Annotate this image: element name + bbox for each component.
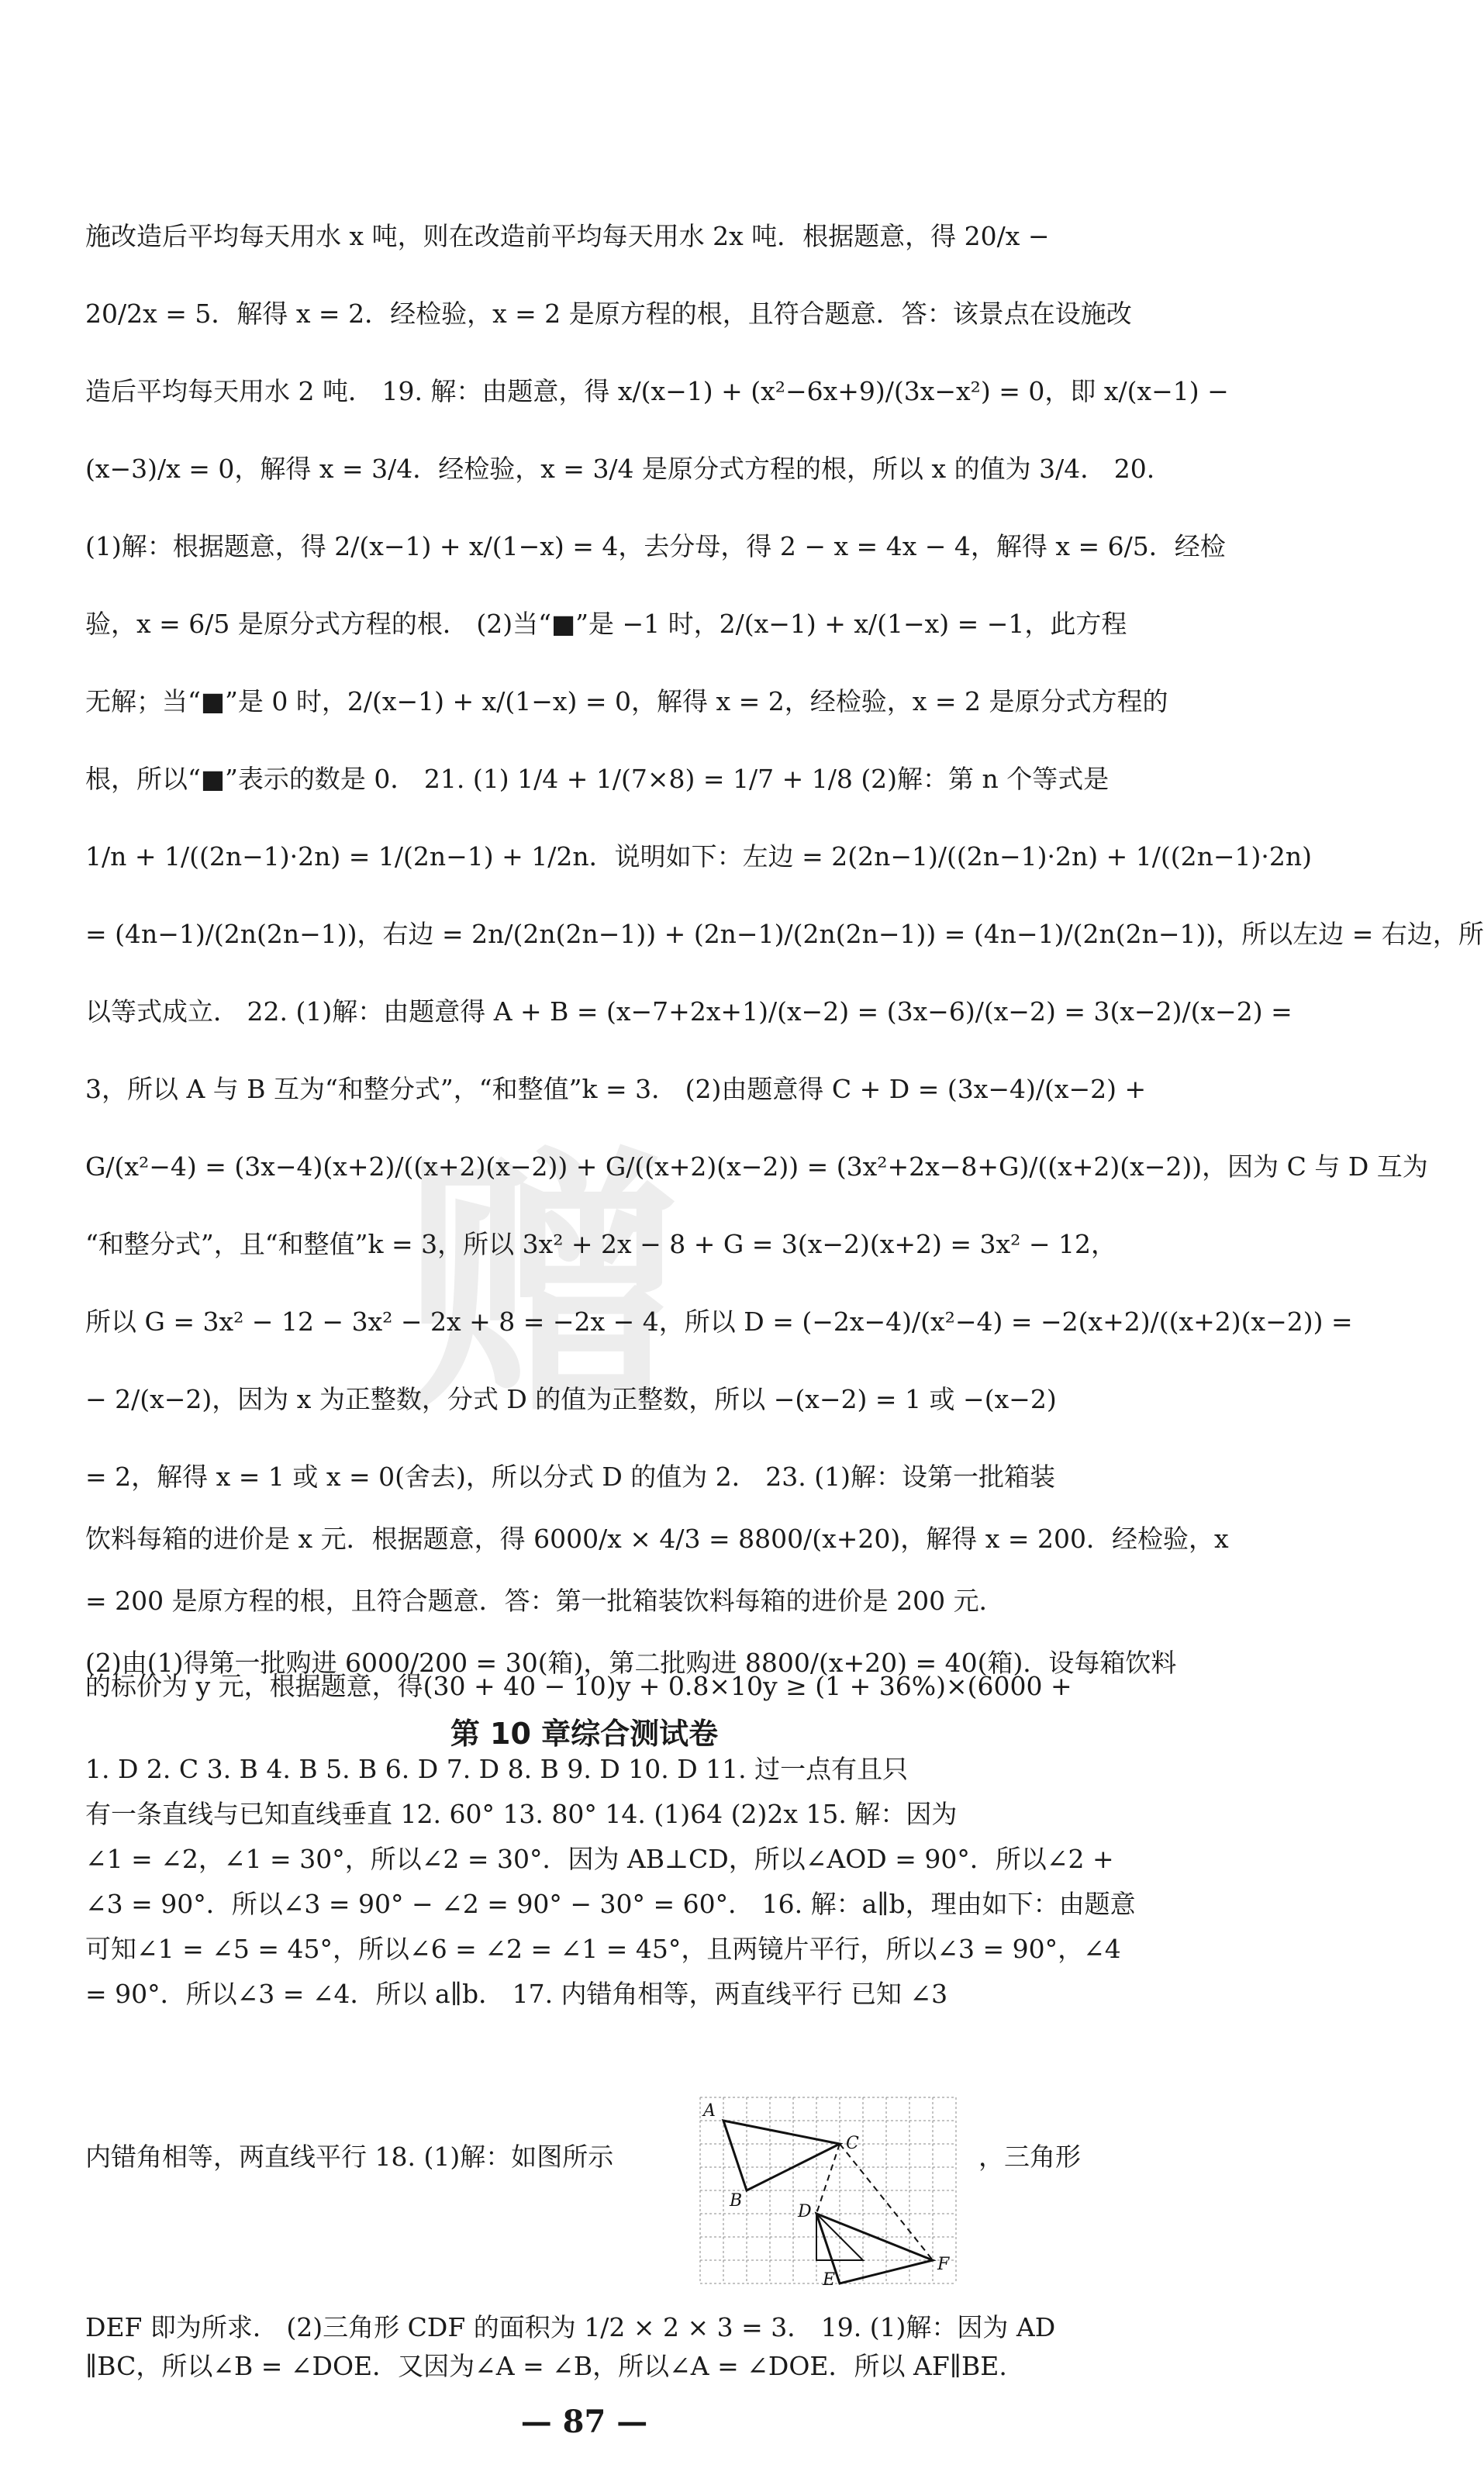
triangle-abc [723,2121,840,2190]
text-line: “和整分式”，且“和整值”k = 3，所以 3x² + 2x − 8 + G = 3(x−2)(x+2) = 3x² − 12， [85,1229,1117,1259]
label-d: D [798,2202,812,2221]
text-line: 验，x = 6/5 是原分式方程的根． (2)当“■”是 −1 时，2/(x−1) + x/(1−x) = −1，此方程 [85,609,1127,639]
answer-line: 1. D 2. C 3. B 4. B 5. B 6. D 7. D 8. B 9. D 10. D 11. 过一点有且只 [85,1754,909,1784]
answer-line: ∥BC，所以∠B = ∠DOE．又因为∠A = ∠B，所以∠A = ∠DOE．所以 AF∥BE. [85,2351,1007,2381]
text-line: 的标价为 y 元，根据题意，得(30 + 40 − 10)y + 0.8×10y ≥ (1 + 36%)×(6000 + [85,1671,1072,1701]
text-line: G/(x²−4) = (3x−4)(x+2)/((x+2)(x−2)) + G/((x+2)(x−2)) = (3x²+2x−8+G)/((x+2)(x−2))，因为 C 与 D 互为 [85,1151,1428,1182]
grid-figure [692,2090,973,2291]
watermark: 赠 [403,1124,682,1449]
page-number: — 87 — [520,2404,648,2440]
text-line: 无解；当“■”是 0 时，2/(x−1) + x/(1−x) = 0，解得 x = 2，经检验，x = 2 是原分式方程的 [85,686,1168,716]
text-line: (1)解：根据题意，得 2/(x−1) + x/(1−x) = 4，去分母，得 2 − x = 4x − 4，解得 x = 6/5．经检 [85,531,1226,561]
text-line: 1/n + 1/((2n−1)·2n) = 1/(2n−1) + 1/2n．说明如下：左边 = 2(2n−1)/((2n−1)·2n) + 1/((2n−1)·2n) [85,841,1313,872]
label-e: E [823,2270,836,2290]
answer-line: ，三角形 [978,2142,1081,2172]
text-line: − 2/(x−2)，因为 x 为正整数，分式 D 的值为正整数，所以 −(x−2) = 1 或 −(x−2) [85,1384,1057,1414]
text-line: = 200 是原方程的根，且符合题意．答：第一批箱装饮料每箱的进价是 200 元． [85,1586,1005,1616]
label-f: F [937,2255,950,2274]
answer-line: 有一条直线与已知直线垂直 12. 60° 13. 80° 14. (1)64 (2)2x 15. 解：因为 [85,1799,958,1829]
text-line: (x−3)/x = 0，解得 x = 3/4．经检验，x = 3/4 是原分式方程的根，所以 x 的值为 3/4． 20. [85,454,1155,484]
answer-line: ∠1 = ∠2，∠1 = 30°，所以∠2 = 30°．因为 AB⊥CD，所以∠AOD = 90°．所以∠2 + [85,1844,1114,1874]
text-line: 根，所以“■”表示的数是 0． 21. (1) 1/4 + 1/(7×8) = 1/7 + 1/8 (2)解：第 n 个等式是 [85,764,1110,794]
text-line: 饮料每箱的进价是 x 元．根据题意，得 6000/x × 4/3 = 8800/(x+20)，解得 x = 200．经检验，x [85,1524,1229,1554]
answer-line: = 90°．所以∠3 = ∠4．所以 a∥b． 17. 内错角相等，两直线平行 已知 ∠3 [85,1979,948,2009]
answer-line: 可知∠1 = ∠5 = 45°，所以∠6 = ∠2 = ∠1 = 45°，且两镜片平行，所以∠3 = 90°，∠4 [85,1934,1121,1964]
text-line: = 2，解得 x = 1 或 x = 0(舍去)，所以分式 D 的值为 2． 23. (1)解：设第一批箱装 [85,1462,1055,1492]
text-line: 以等式成立． 22. (1)解：由题意得 A + B = (x−7+2x+1)/(x−2) = (3x−6)/(x−2) = 3(x−2)/(x−2) = [85,996,1292,1027]
text-line: 3，所以 A 与 B 互为“和整分式”，“和整值”k = 3． (2)由题意得 C + D = (3x−4)/(x−2) + [85,1074,1147,1104]
text-line: 20/2x = 5．解得 x = 2．经检验，x = 2 是原方程的根，且符合题意．答：该景点在设施改 [85,299,1132,329]
text-line: = (4n−1)/(2n(2n−1))，右边 = 2n/(2n(2n−1)) + (2n−1)/(2n(2n−1)) = (4n−1)/(2n(2n−1))，所以左边 = 右边，所 [85,919,1484,949]
text-line: 施改造后平均每天用水 x 吨，则在改造前平均每天用水 2x 吨．根据题意，得 20/x − [85,221,1050,251]
answer-line: DEF 即为所求． (2)三角形 CDF 的面积为 1/2 × 2 × 3 = 3． 19. (1)解：因为 AD [85,2312,1056,2342]
grid-diagram [692,2090,973,2291]
label-a: A [703,2101,716,2121]
text-line: 造后平均每天用水 2 吨． 19. 解：由题意，得 x/(x−1) + (x²−6x+9)/(3x−x²) = 0，即 x/(x−1) − [85,376,1229,406]
section-title: 第 10 章综合测试卷 [450,1717,719,1751]
label-c: C [846,2134,859,2153]
answer-line: 内错角相等，两直线平行 18. (1)解：如图所示 [85,2142,614,2172]
label-b: B [730,2191,743,2211]
text-line: (2)由(1)得第一批购进 6000/200 = 30(箱)，第二批购进 8800/(x+20) = 40(箱)．设每箱饮料 [85,1648,1177,1678]
answer-line: ∠3 = 90°．所以∠3 = 90° − ∠2 = 90° − 30° = 60°． 16. 解：a∥b，理由如下：由题意 [85,1889,1136,1919]
text-line: 所以 G = 3x² − 12 − 3x² − 2x + 8 = −2x − 4，所以 D = (−2x−4)/(x²−4) = −2(x+2)/((x+2)(x−2)) = [85,1306,1353,1337]
